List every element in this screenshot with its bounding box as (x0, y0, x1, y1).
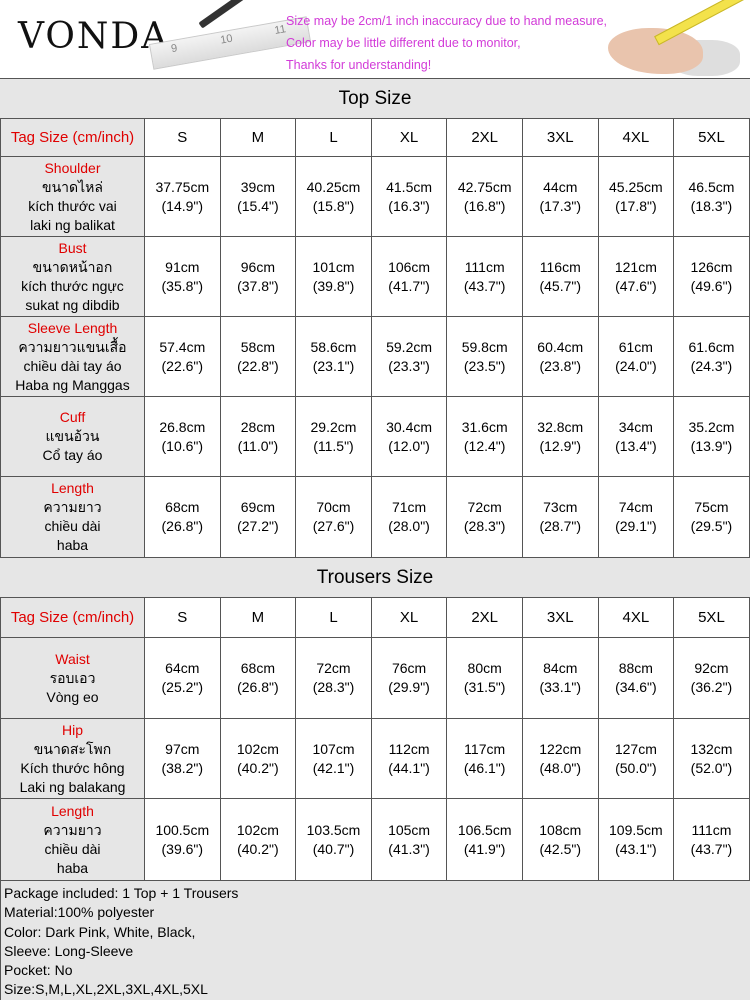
value-inch: (17.8") (615, 197, 657, 214)
measurement-notes (286, 10, 607, 76)
value-inch: (13.4") (615, 437, 657, 454)
value-inch: (41.3") (388, 840, 430, 857)
note-line: Color may be little different due to monitor, (286, 36, 521, 50)
value-cm: 102cm (236, 740, 279, 757)
value-cell (523, 237, 599, 317)
value-cell (296, 799, 372, 881)
value-cm: 61.6cm (688, 338, 735, 355)
measurement-title: Length (51, 480, 94, 496)
value-cell (221, 799, 297, 881)
value-cell (296, 317, 372, 397)
size-header-cell: 5XL (674, 598, 750, 638)
value-cm: 117cm (464, 740, 506, 757)
value-inch: (11.5") (313, 437, 354, 454)
value-cm: 41.5cm (386, 178, 433, 195)
value-cell (145, 719, 221, 799)
value-cm: 97cm (165, 740, 200, 757)
tag-size-label (0, 598, 145, 638)
size-header-cell: S (145, 119, 221, 157)
value-inch: (47.6") (615, 277, 657, 294)
value-cell (599, 719, 675, 799)
value-inch: (12.4") (463, 437, 506, 454)
measurement-label (0, 638, 145, 719)
value-inch: (41.9") (463, 840, 506, 857)
value-cell (221, 719, 297, 799)
value-cm: 84cm (543, 660, 578, 676)
value-cm: 46.5cm (688, 178, 735, 195)
value-cm: 68cm (165, 499, 200, 515)
value-cell (674, 638, 750, 719)
measurement-label (0, 719, 145, 799)
measurement-translation: sukat ng dibdib (25, 296, 120, 313)
value-inch: (13.9") (690, 437, 733, 454)
measurement-title: Bust (58, 239, 87, 256)
detail-line: Sleeve: Long-Sleeve (4, 942, 134, 959)
value-cell (296, 397, 372, 477)
note-line: Thanks for understanding! (286, 58, 432, 72)
top-size-header-row (0, 119, 750, 157)
value-cell (523, 157, 599, 237)
value-cell (372, 477, 448, 558)
value-cm: 91cm (165, 258, 200, 275)
size-header-cell: XL (372, 119, 448, 157)
value-cm: 28cm (240, 418, 275, 435)
value-cm: 100.5cm (155, 821, 210, 838)
value-inch: (22.6") (161, 357, 204, 374)
value-inch: (44.1") (388, 759, 430, 776)
value-inch: (35.8") (161, 277, 204, 294)
value-inch: (24.0") (615, 357, 657, 374)
value-cell (221, 397, 297, 477)
value-inch: (43.7") (463, 277, 506, 294)
tag-size-label (0, 119, 145, 157)
value-inch: (46.1") (463, 759, 506, 776)
value-cm: 72cm (467, 499, 502, 515)
measurement-translation: kích thước vai (28, 197, 117, 214)
value-cm: 96cm (240, 258, 275, 275)
value-cm: 37.75cm (155, 178, 210, 195)
ruler-tick: 10 (219, 32, 234, 47)
value-cm: 26.8cm (159, 418, 206, 435)
value-cell (523, 477, 599, 558)
value-inch: (33.1") (539, 679, 582, 695)
value-inch: (42.1") (312, 759, 355, 776)
measurement-translation: ความยาว (43, 821, 102, 838)
measurement-label (0, 237, 145, 317)
value-cell (674, 237, 750, 317)
value-cell (674, 397, 750, 477)
size-header-cell: M (221, 598, 297, 638)
value-cell (447, 237, 523, 317)
measurement-translation: chiều dài (44, 518, 101, 534)
measurement-translation: ความยาว (43, 499, 102, 515)
value-cm: 111cm (691, 821, 732, 838)
detail-line: Color: Dark Pink, White, Black, (4, 923, 196, 940)
measurement-title: Sleeve Length (27, 319, 118, 336)
value-inch: (28.7") (539, 518, 582, 534)
value-cell (674, 799, 750, 881)
value-cm: 34cm (618, 418, 653, 435)
value-cell (447, 477, 523, 558)
value-cm: 122cm (539, 740, 582, 757)
value-cm: 31.6cm (461, 418, 508, 435)
value-cm: 121cm (614, 258, 657, 275)
size-header-cell: 4XL (599, 598, 675, 638)
ruler-tick: 9 (170, 42, 179, 56)
top-section-title: Top Size (0, 79, 750, 119)
value-cm: 72cm (316, 660, 351, 676)
measurement-translation: laki ng balikat (30, 216, 115, 233)
value-cell (296, 719, 372, 799)
value-cm: 59.2cm (386, 338, 433, 355)
value-inch: (27.6") (312, 518, 355, 534)
value-inch: (26.8") (237, 679, 279, 695)
measurement-label (0, 799, 145, 881)
value-cm: 127cm (614, 740, 657, 757)
detail-line: Package included: 1 Top + 1 Trousers (4, 885, 239, 901)
value-inch: (42.5") (539, 840, 582, 857)
size-header-cell: 5XL (674, 119, 750, 157)
value-cell (674, 719, 750, 799)
value-cell (447, 719, 523, 799)
value-cm: 45.25cm (609, 178, 663, 195)
measurement-translation: ความยาวแขนเสื้อ (18, 338, 127, 355)
value-inch: (23.3") (388, 357, 430, 374)
measurement-title: Waist (55, 650, 90, 667)
trousers-size-header-row (0, 598, 750, 638)
measurement-translation: Haba ng Manggas (15, 376, 130, 393)
value-cm: 109.5cm (609, 821, 663, 838)
value-inch: (41.7") (388, 277, 430, 294)
value-inch: (40.2") (237, 759, 279, 776)
value-cell (145, 317, 221, 397)
value-inch: (12.9") (539, 437, 582, 454)
value-inch: (23.1") (312, 357, 355, 374)
value-cell (599, 397, 675, 477)
measurement-translation: Cổ tay áo (42, 447, 103, 463)
value-cell (599, 157, 675, 237)
value-cell (447, 638, 523, 719)
value-cell (296, 237, 372, 317)
brand-logo: VONDA (18, 16, 170, 57)
measurement-label (0, 317, 145, 397)
product-details (0, 881, 750, 1000)
value-cm: 76cm (391, 660, 427, 676)
trousers-section-title: Trousers Size (0, 558, 750, 598)
value-inch: (29.5") (690, 518, 733, 534)
value-inch: (25.2") (161, 679, 204, 695)
value-cell (523, 397, 599, 477)
value-cell (221, 477, 297, 558)
value-cell (296, 638, 372, 719)
value-cell (296, 477, 372, 558)
value-cell (372, 237, 448, 317)
value-inch: (15.8") (312, 197, 355, 214)
value-inch: (22.8") (237, 357, 279, 374)
value-cell (523, 799, 599, 881)
value-cm: 71cm (391, 499, 427, 515)
value-inch: (23.8") (539, 357, 582, 374)
size-header-cell: XL (372, 598, 448, 638)
table-row (0, 799, 750, 881)
value-cm: 80cm (467, 660, 502, 676)
measurement-translation: รอบเอว (49, 669, 96, 686)
size-header-cell: L (296, 598, 372, 638)
value-inch: (52.0") (690, 759, 733, 776)
measurement-translation: kích thước ngực (21, 277, 124, 294)
measurement-translation: haba (56, 537, 89, 553)
value-inch: (12.0") (388, 437, 430, 454)
detail-line: Pocket: No (4, 962, 73, 979)
value-cm: 60.4cm (537, 338, 584, 355)
value-cell (599, 317, 675, 397)
value-cell (674, 157, 750, 237)
measurement-title: Length (51, 802, 94, 819)
value-cm: 69cm (240, 499, 275, 515)
value-cell (221, 317, 297, 397)
size-header-cell: 2XL (447, 119, 523, 157)
tag-size-text: Tag Size (cm/inch) (10, 129, 135, 146)
value-cell (674, 477, 750, 558)
value-cm: 58cm (240, 338, 275, 355)
value-cell (221, 237, 297, 317)
note-line: Size may be 2cm/1 inch inaccuracy due to hand measure, (286, 14, 608, 28)
value-cm: 42.75cm (457, 178, 512, 195)
table-row (0, 719, 750, 799)
measuring-tape-icon (654, 0, 750, 45)
table-row (0, 397, 750, 477)
header-banner (0, 0, 750, 78)
value-inch: (40.7") (312, 840, 355, 857)
value-inch: (45.7") (539, 277, 582, 294)
value-cell (523, 317, 599, 397)
value-cm: 103.5cm (306, 821, 361, 838)
value-inch: (18.3") (690, 197, 733, 214)
value-cm: 111cm (464, 258, 505, 275)
value-cell (599, 799, 675, 881)
table-row (0, 477, 750, 558)
value-cm: 73cm (543, 499, 578, 515)
value-inch: (16.3") (388, 197, 430, 214)
value-cm: 101cm (312, 258, 355, 275)
value-cm: 39cm (240, 178, 275, 195)
size-header-cell: S (145, 598, 221, 638)
value-cm: 132cm (690, 740, 733, 757)
value-inch: (43.7") (690, 840, 733, 857)
value-cell (372, 317, 448, 397)
value-inch: (11.0") (237, 437, 279, 454)
value-inch: (17.3") (539, 197, 582, 214)
value-inch: (16.8") (463, 197, 506, 214)
value-inch: (36.2") (690, 679, 733, 695)
measurement-translation: haba (56, 859, 89, 876)
value-cm: 40.25cm (306, 178, 361, 195)
value-cell (523, 719, 599, 799)
value-inch: (29.1") (615, 518, 657, 534)
measurement-translation: ขนาดไหล่ (42, 178, 103, 195)
detail-line: Material:100% polyester (4, 904, 155, 921)
value-cm: 107cm (312, 740, 355, 757)
value-cm: 68cm (240, 660, 275, 676)
value-cm: 105cm (388, 821, 431, 838)
value-inch: (29.9") (388, 679, 430, 695)
value-cell (599, 638, 675, 719)
value-cell (145, 799, 221, 881)
measurement-translation: Laki ng balakang (19, 778, 126, 795)
detail-line: Size:S,M,L,XL,2XL,3XL,4XL,5XL (4, 981, 208, 998)
size-chart (0, 78, 750, 1000)
table-row (0, 157, 750, 237)
value-inch: (48.0") (539, 759, 582, 776)
value-cell (599, 477, 675, 558)
value-inch: (40.2") (237, 840, 279, 857)
tag-size-text: Tag Size (cm/inch) (10, 609, 135, 626)
value-cm: 61cm (618, 338, 653, 355)
size-header-cell: 3XL (523, 119, 599, 157)
value-cell (447, 799, 523, 881)
value-cell (523, 638, 599, 719)
value-cm: 32.8cm (537, 418, 584, 435)
size-header-cell: 3XL (523, 598, 599, 638)
value-cell (372, 799, 448, 881)
value-cell (372, 397, 448, 477)
value-cell (447, 157, 523, 237)
measurement-translation: ขนาดสะโพก (33, 740, 112, 757)
value-cm: 106cm (388, 258, 431, 275)
measurement-translation: Vòng eo (46, 688, 99, 705)
value-cm: 70cm (316, 499, 351, 515)
value-cell (599, 237, 675, 317)
measurement-label (0, 157, 145, 237)
value-inch: (10.6") (161, 437, 204, 454)
value-cell (145, 237, 221, 317)
value-cell (674, 317, 750, 397)
value-cm: 57.4cm (159, 338, 206, 355)
value-cm: 30.4cm (386, 418, 433, 435)
value-cell (447, 317, 523, 397)
value-cm: 92cm (694, 660, 729, 676)
table-row (0, 317, 750, 397)
value-inch: (49.6") (690, 277, 733, 294)
size-header-cell: M (221, 119, 297, 157)
measurement-translation: chiều dài (44, 840, 101, 857)
value-inch: (28.0") (388, 518, 430, 534)
ruler-tick: 11 (273, 23, 287, 37)
value-cell (145, 157, 221, 237)
value-inch: (39.6") (161, 840, 204, 857)
value-inch: (37.8") (237, 277, 279, 294)
value-cm: 29.2cm (310, 418, 357, 435)
value-cm: 102cm (236, 821, 279, 838)
table-row (0, 237, 750, 317)
value-inch: (39.8") (312, 277, 355, 294)
value-inch: (38.2") (161, 759, 204, 776)
measurement-title: Hip (61, 721, 83, 738)
size-header-cell: L (296, 119, 372, 157)
value-cm: 116cm (539, 258, 581, 275)
value-cm: 58.6cm (310, 338, 357, 355)
size-header-cell: 4XL (599, 119, 675, 157)
value-inch: (31.5") (463, 679, 506, 695)
value-inch: (28.3") (463, 518, 506, 534)
value-cm: 106.5cm (457, 821, 512, 838)
value-cell (221, 157, 297, 237)
value-cell (372, 719, 448, 799)
value-cell (372, 157, 448, 237)
value-inch: (23.5") (463, 357, 506, 374)
value-cm: 59.8cm (461, 338, 508, 355)
value-inch: (27.2") (237, 518, 279, 534)
measurement-translation: chiều dài tay áo (23, 357, 122, 374)
value-cell (296, 157, 372, 237)
value-cm: 108cm (539, 821, 582, 838)
measurement-label (0, 477, 145, 558)
value-inch: (28.3") (312, 679, 355, 695)
table-row (0, 638, 750, 719)
measurement-translation: Kích thước hông (20, 759, 125, 776)
value-cm: 64cm (165, 660, 200, 676)
measurement-translation: แขนอ้วน (45, 428, 100, 444)
measurement-label (0, 397, 145, 477)
value-inch: (34.6") (615, 679, 657, 695)
value-cell (145, 638, 221, 719)
value-cell (221, 638, 297, 719)
value-inch: (24.3") (690, 357, 733, 374)
value-inch: (50.0") (615, 759, 657, 776)
value-cm: 74cm (618, 499, 653, 515)
value-inch: (15.4") (237, 197, 279, 214)
size-header-cell: 2XL (447, 598, 523, 638)
value-inch: (26.8") (161, 518, 204, 534)
value-cm: 44cm (543, 178, 578, 195)
pencil-icon (198, 0, 251, 29)
measurement-translation: ขนาดหน้าอก (32, 258, 113, 275)
value-cm: 126cm (690, 258, 733, 275)
value-cm: 75cm (694, 499, 729, 515)
value-cm: 112cm (388, 740, 430, 757)
value-inch: (43.1") (615, 840, 657, 857)
value-cm: 88cm (618, 660, 653, 676)
value-cell (145, 477, 221, 558)
measurement-title: Cuff (59, 409, 86, 425)
value-cell (447, 397, 523, 477)
value-cell (372, 638, 448, 719)
value-cm: 35.2cm (688, 418, 735, 435)
value-inch: (14.9") (161, 197, 204, 214)
measurement-title: Shoulder (44, 159, 101, 176)
value-cell (145, 397, 221, 477)
